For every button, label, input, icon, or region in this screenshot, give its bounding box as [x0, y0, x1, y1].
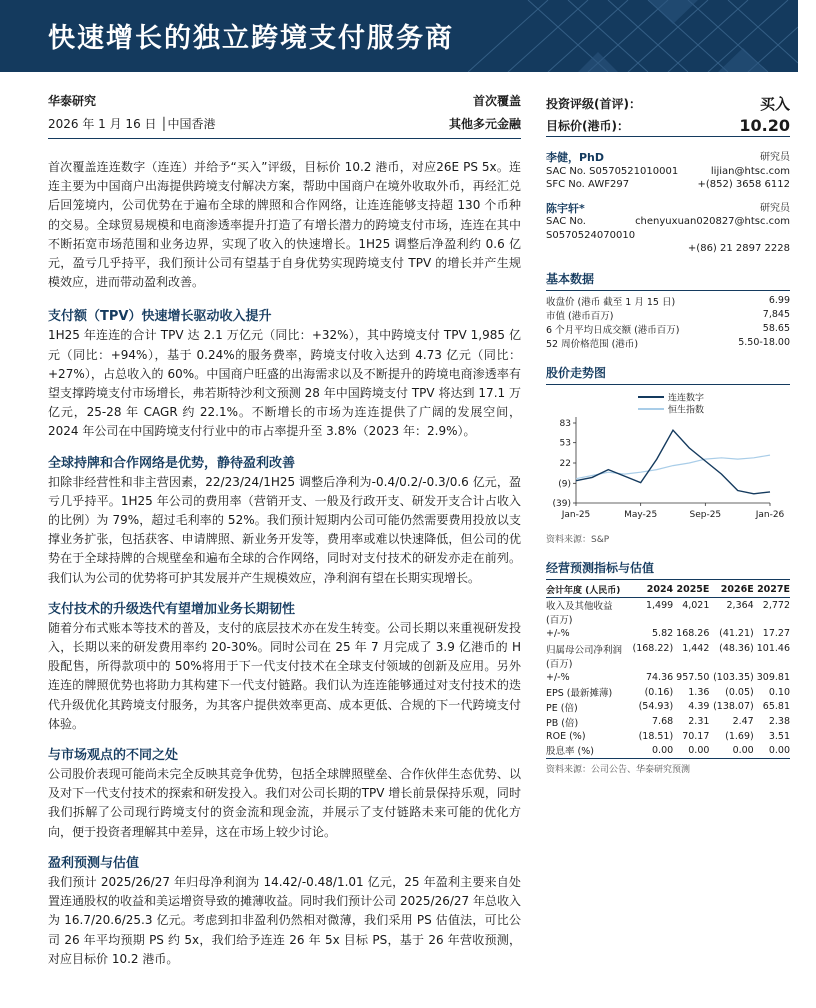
price-chart-svg — [546, 389, 790, 529]
basic-data-label: 市值 (港币百万) — [546, 310, 614, 322]
section-title-market-view: 与市场观点的不同之处 — [48, 748, 179, 764]
sector-label: 其他多元金融 — [448, 117, 521, 131]
forecast-cell — [673, 656, 709, 671]
table-row — [546, 322, 790, 336]
meta-row-top — [48, 92, 521, 109]
analyst-1-sfc: SFC No. AWF297 — [546, 179, 630, 190]
analyst-1-sac: SAC No. S0570521010001 — [546, 165, 679, 177]
forecast-row-label: PE (倍) — [546, 702, 578, 714]
analyst-2-sac-row — [546, 215, 790, 242]
forecast-cell: 0.00 — [673, 743, 709, 758]
table-row — [546, 714, 790, 729]
x-tick-label: Sep-25 — [689, 509, 722, 520]
x-tick-label: Jan-25 — [561, 509, 591, 520]
section-body-valuation: 我们预计 2025/26/27 年归母净利润为 14.42/-0.48/1.01 亿元，25 年盈利主要来自处置连通股权的收益和美运增资导致的摊薄收益。同时我们预计公司 2025/26/27 年总收入为 16.7/20.6/25.3 亿元。考虑到扣非盈利仍然相对微薄，我们采用 PS 估值法，可比公司 26 年平均预期 PS 约 5x，我们给予连连 26 年 5x 目标 PS，基于 26 年营收预测，对应目标价 10.2 港币。 — [48, 874, 521, 966]
forecast-cell: (0.16) — [644, 686, 674, 698]
forecast-header-cell: 2025E — [673, 583, 709, 598]
table-row — [546, 685, 790, 700]
y-tick-label: (39) — [552, 498, 571, 509]
forecast-cell: 2,772 — [762, 599, 790, 611]
report-title: 快速增长的独立跨境支付服务商 — [48, 23, 454, 54]
legend-label: 恒生指数 — [668, 405, 705, 415]
price-chart-title: 股价走势图 — [546, 364, 790, 385]
table-row — [546, 308, 790, 322]
forecast-cell: 0.00 — [754, 743, 790, 758]
forecast-row-label: 归属母公司净利润 — [546, 644, 623, 656]
forecast-cell: 957.50 — [676, 672, 710, 684]
table-row — [546, 336, 790, 350]
price-chart — [546, 389, 790, 529]
forecast-cell: 0.00 — [629, 743, 673, 758]
forecast-cell: (138.07) — [713, 701, 754, 713]
analyst-2-role: 研究员 — [760, 202, 790, 214]
forecast-header-cell: 2027E — [754, 583, 790, 598]
forecast-source: 资料来源：公司公告、华泰研究预测 — [546, 764, 691, 775]
forecast-header-cell: 2024 — [629, 583, 673, 598]
forecast-row-label: 股息率 (%) — [546, 743, 629, 758]
y-tick-label: (9) — [558, 478, 571, 489]
forecast-cell — [754, 656, 790, 671]
forecast-cell — [673, 612, 709, 627]
report-type: 首次覆盖 — [472, 94, 521, 108]
x-tick-label: May-25 — [624, 509, 658, 520]
analyst-1-name: 李健，PhD — [546, 151, 605, 164]
basic-data-label: 6 个月平均日成交额 (港币百万) — [546, 324, 680, 336]
x-tick-label: Jan-26 — [755, 509, 785, 520]
y-tick-label: 22 — [559, 458, 571, 469]
analyst-2-phone: +(86) 21 2897 2228 — [687, 243, 790, 254]
forecast-header-cell: 会计年度 (人民币) — [546, 583, 629, 598]
forecast-cell — [754, 612, 790, 627]
basic-data-title: 基本数据 — [546, 270, 790, 291]
forecast-cell: 4,021 — [682, 599, 710, 611]
section-body-tpv: 1H25 年连连的合计 TPV 达 2.1 万亿元（同比：+32%），其中跨境支付 TPV 1,985 亿元（同比：+94%），基于 0.24%的服务费率，跨境支付收入达到 4.73 亿元（同比：+27%），占总收入的 60%。中国商户旺盛的出海需求以及不断提升的跨境电商渗透率有望支撑跨境支付市场增长，弗若斯特沙利文预测 28 年中国跨境支付 TPV 将达到 17.1 万亿元，25-28 年 CAGR 约 22.1%。不断增长的市场为连连提供了广阔的发展空间，2024 年公司在中国跨境支付行业中的市占率提升至 3.8%（2023 年：2.9%）。 — [48, 328, 521, 439]
forecast-cell: (54.93) — [638, 701, 674, 713]
forecast-cell: 7.68 — [652, 716, 674, 728]
analyst-2-name: 陈宇轩* — [546, 201, 585, 215]
forecast-row-label: 收入及其他收益 — [546, 601, 613, 613]
forecast-cell: 0.00 — [709, 743, 753, 758]
forecast-cell — [709, 656, 753, 671]
report-header-banner — [0, 0, 798, 72]
forecast-cell: 1.36 — [688, 686, 710, 698]
analyst-2-sac: SAC No. S0570524070010 — [546, 216, 636, 241]
section-body-network: 扣除非经营性和非主营因素，22/23/24/1H25 调整后净利为-0.4/0.2/-0.3/0.6 亿元，盈亏几乎持平。1H25 年公司的费用率（营销开支、一般及行政开支、研发开支合计占收入的比例）为 79%，超过毛利率的 52%。我们预计短期内公司可能仍然需要费用投放以支撑业务扩张，包括获客、申请牌照、新业务开发等，费用率或难以快速降低，但公司的优势在于全球持牌的合规壁垒和遍布全球的合作网络，同时对支付技术的研发亦走在前列。我们认为公司的优势将可护其发展并产生规模效应，净利润有望在长期实现增长。 — [48, 474, 521, 585]
forecast-cell: 0.10 — [768, 686, 790, 698]
forecast-cell: 17.27 — [762, 628, 790, 640]
rating-value: 买入 — [759, 94, 790, 113]
forecast-cell: 101.46 — [756, 643, 790, 655]
forecast-title: 经营预测指标与估值 — [546, 559, 790, 580]
forecast-cell: 4.39 — [688, 701, 710, 713]
y-tick-label: 53 — [559, 438, 571, 449]
forecast-cell: (48.36) — [719, 643, 754, 655]
target-price-row — [546, 114, 790, 136]
forecast-row-label: EPS (最新摊薄) — [546, 688, 613, 700]
analyst-1-email[interactable]: lijian@htsc.com — [710, 165, 790, 177]
forecast-row-label: PB (倍) — [546, 717, 579, 729]
rating-divider — [546, 136, 790, 137]
analyst-1-phone: +(852) 3658 6112 — [697, 179, 790, 190]
forecast-header-cell: 2026E — [709, 583, 753, 598]
rating-row — [546, 92, 790, 114]
forecast-cell: 2,364 — [726, 599, 754, 611]
basic-data-label: 收盘价 (港币 截至 1 月 15 日) — [546, 296, 676, 308]
forecast-cell: (168.22) — [632, 643, 674, 655]
forecast-cell: (0.05) — [725, 686, 754, 698]
sidebar — [546, 92, 790, 775]
report-date-location: 2026 年 1 月 16 日 │中国香港 — [48, 117, 216, 131]
series-line-stock — [576, 430, 770, 494]
basic-data-value: 7,845 — [762, 309, 790, 320]
forecast-cell: 65.81 — [762, 701, 790, 713]
section-title-network: 全球持牌和合作网络是优势，静待盈利改善 — [48, 455, 296, 471]
forecast-cell: 168.26 — [676, 628, 710, 640]
forecast-header-row — [546, 583, 790, 598]
forecast-cell: 5.82 — [652, 628, 674, 640]
table-row — [546, 612, 790, 627]
forecast-cell: 309.81 — [756, 672, 790, 684]
rating-label: 投资评级(首评)： — [546, 96, 641, 111]
analyst-2-email[interactable]: chenyuxuan020827@htsc.com — [635, 216, 791, 227]
summary-paragraph: 首次覆盖连连数字（连连）并给予“买入”评级，目标价 10.2 港币，对应26E PS 5x。连连主要为中国商户出海提供跨境支付解决方案，帮助中国商户在境外收取外币，再经汇兑后回笼境内，公司优势在于遍布全球的牌照和合作网络，让连连能够支持超 130 个币种的交易。全球贸易规模和电商渗透率提升打造了有增长潜力的跨境支付市场，连连在其中不断拓宽市场范围和业务边界，实现了收入的快速增长。1H25 调整后净盈利约 0.6 亿元，盈亏几乎持平，我们预计公司有望基于自身优势实现跨境支付 TPV 的增长并产生规模效应，进而带动盈利改善。 — [48, 160, 521, 290]
table-row — [546, 656, 790, 671]
meta-divider — [48, 138, 521, 139]
firm-name: 华泰研究 — [48, 94, 97, 108]
table-row — [546, 700, 790, 715]
table-row — [546, 743, 790, 758]
forecast-row-label: +/-% — [546, 672, 570, 684]
series-line-index — [576, 455, 770, 479]
forecast-cell: 1,442 — [682, 643, 710, 655]
section-body-technology: 随着分布式账本等技术的普及，支付的底层技术亦在发生转变。公司长期以来重视研发投入，长期以来的研发费用率约 20-30%。同时公司在 25 年 7 月完成了 3.9 亿港币的 H 股配售，所得款项中的 50%将用于下一代支付技术在全球支付领域的创新及应用。另外连连的牌照优势也将助力其构建下一代支付链路。我们认为连连能够通过对支付技术的迭代升级优化其跨境支付服务，为其客户提供效率更高、成本更低、合规的下一代跨境支付体验。 — [48, 620, 521, 731]
table-row — [546, 598, 790, 613]
analyst-1-sfc-row — [546, 178, 790, 192]
y-tick-label: 83 — [559, 418, 571, 429]
analyst-1-role: 研究员 — [760, 152, 790, 163]
forecast-cell: (18.51) — [638, 730, 674, 742]
analyst-1-sac-row — [546, 165, 790, 179]
basic-data-value: 6.99 — [768, 295, 790, 306]
section-title-tpv: 支付额（TPV）快速增长驱动收入提升 — [48, 309, 272, 325]
table-row — [546, 294, 790, 308]
basic-data-value: 5.50-18.00 — [738, 337, 790, 348]
table-row — [546, 729, 790, 744]
analyst-2-header — [546, 202, 790, 216]
forecast-cell: 2.31 — [688, 716, 710, 728]
forecast-cell: (103.35) — [713, 672, 754, 684]
forecast-table — [546, 583, 790, 759]
basic-data-label: 52 周价格范围 (港币) — [546, 338, 639, 350]
target-price-label: 目标价(港币)： — [546, 118, 629, 133]
table-row — [546, 670, 790, 685]
table-row — [546, 627, 790, 642]
forecast-row-label: (百万) — [546, 659, 573, 671]
forecast-cell: (1.69) — [725, 730, 754, 742]
section-title-technology: 支付技术的升级迭代有望增加业务长期韧性 — [48, 601, 296, 617]
forecast-cell: 3.51 — [768, 730, 790, 742]
analyst-2-phone-row — [546, 242, 790, 256]
legend-label: 连连数字 — [668, 393, 705, 403]
meta-row-bottom — [48, 115, 521, 132]
header-decorative-pattern — [468, 0, 798, 72]
forecast-cell: 70.17 — [682, 730, 710, 742]
forecast-cell: (41.21) — [719, 628, 754, 640]
forecast-cell: 2.38 — [768, 716, 790, 728]
price-chart-source: 资料来源：S&P — [546, 534, 610, 545]
analyst-1-header — [546, 151, 790, 165]
analyst-block — [546, 151, 790, 256]
forecast-cell: 74.36 — [645, 672, 674, 684]
table-row — [546, 641, 790, 656]
forecast-cell: 2.47 — [732, 716, 754, 728]
basic-data-table — [546, 294, 790, 350]
forecast-cell — [629, 656, 673, 671]
section-title-valuation: 盈利预测与估值 — [48, 855, 140, 871]
forecast-row-label: +/-% — [546, 628, 570, 640]
forecast-row-label: ROE (%) — [546, 730, 586, 742]
forecast-row-label: (百万) — [546, 615, 573, 627]
forecast-cell: 1,499 — [645, 599, 674, 611]
section-body-market-view: 公司股价表现可能尚未完全反映其竞争优势，包括全球牌照壁垒、合作伙伴生态优势、以及对下一代支付技术的探索和研发投入。我们对公司长期的TPV 增长前景保持乐观，同时我们拆解了公司现行跨境支付的资金流和现金流，并展示了支付链路未来可能的优化方向，便于投资者理解其中差异，这在市场上较少讨论。 — [48, 767, 521, 839]
basic-data-value: 58.65 — [762, 323, 790, 334]
forecast-cell — [709, 612, 753, 627]
main-content — [48, 92, 521, 969]
forecast-cell — [629, 612, 673, 627]
target-price-value: 10.20 — [739, 115, 790, 135]
